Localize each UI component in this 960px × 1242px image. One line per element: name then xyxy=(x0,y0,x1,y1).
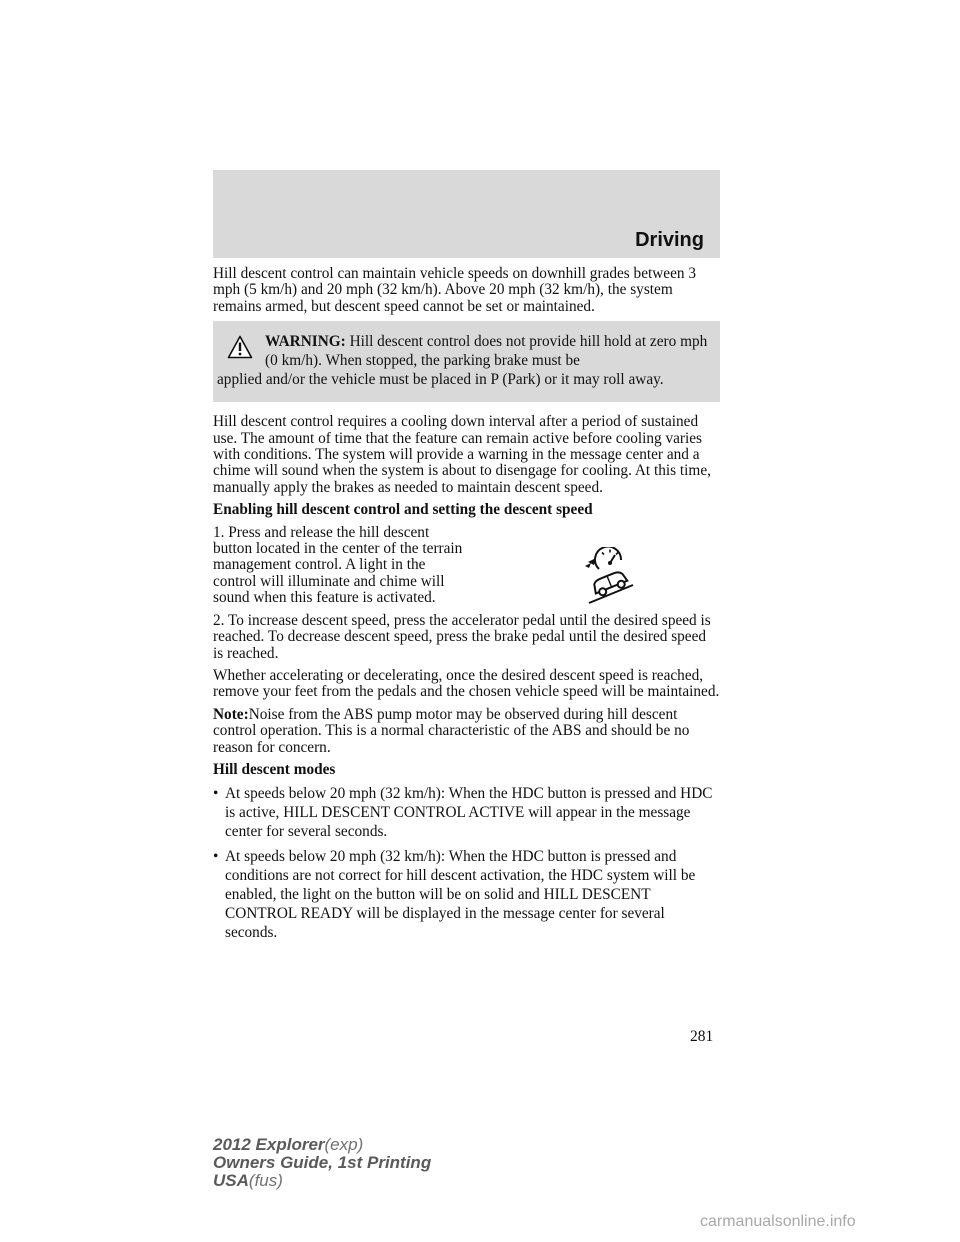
page-number: 281 xyxy=(690,1028,714,1045)
modes-heading: Hill descent modes xyxy=(213,760,336,778)
step2-paragraph: 2. To increase descent speed, press the accelerator pedal until the desired speed is reached. To decrease descent speed, press the brake pedal until the desired speed is reached. xyxy=(213,611,711,662)
note-label: Note: xyxy=(213,705,249,723)
bullet-text: At speeds below 20 mph (32 km/h): When the HDC button is pressed and conditions are not correct for hill descent activation, the HDC system will be enabled, the light on the button will be on solid and HILL DESCENT CONTROL READY will be displayed in the message center for several seconds. xyxy=(225,848,696,942)
note-paragraph xyxy=(213,707,720,756)
footer-model-code: (exp) xyxy=(324,1135,364,1154)
bullet-text: At speeds below 20 mph (32 km/h): When the HDC button is pressed and HDC is active, HILL DESCENT CONTROL ACTIVE will appear in the message center for several seconds. xyxy=(225,785,713,841)
list-item xyxy=(213,847,720,942)
section-title: Driving xyxy=(635,229,704,251)
bullet-icon: • xyxy=(213,785,219,803)
step1-block xyxy=(213,525,720,607)
footer-market: USA xyxy=(213,1171,249,1190)
footer-market-code: (fus) xyxy=(248,1171,283,1190)
step1-paragraph: 1. Press and release the hill descent button located in the center of the terrain management control. A light in the control will illuminate and chime will sound when this feature is activated. xyxy=(213,523,463,607)
intro-paragraph: Hill descent control can maintain vehicle speeds on downhill grades between 3 mph (5 km/h) and 20 mph (32 km/h). Above 20 mph (32 km/h), the system remains armed, but descent speed cannot be set or maintained. xyxy=(213,265,696,315)
warning-text-rest: applied and/or the vehicle must be placed in P (Park) or it may roll away. xyxy=(217,371,664,389)
warning-label: WARNING: xyxy=(265,333,346,351)
bullet-icon: • xyxy=(213,848,219,866)
maintain-paragraph: Whether accelerating or decelerating, once the desired descent speed is reached, remove your feet from the pedals and the chosen vehicle speed will be maintained. xyxy=(213,666,720,701)
footer-model: 2012 Explorer xyxy=(213,1135,325,1154)
warning-text-first: Hill descent control does not provide hill hold at zero mph (0 km/h). When stopped, the parking brake must be xyxy=(265,333,708,370)
footer-edition: Owners Guide, 1st Printing xyxy=(213,1153,432,1172)
watermark-text: carmanualsonline.info xyxy=(700,1213,856,1230)
cooling-paragraph: Hill descent control requires a cooling down interval after a period of sustained use. The amount of time that the feature can remain active before cooling varies with conditions. The system will provide a warning in the message center and a chime will sound when the system is about to disengage for cooling. At this time, manually apply the brakes as needed to maintain descent speed. xyxy=(213,413,711,496)
page-content xyxy=(213,266,720,948)
warning-box xyxy=(213,321,720,402)
note-text: Noise from the ABS pump motor may be observed during hill descent control operation. This is a normal characteristic of the ABS and should be no reason for concern. xyxy=(213,705,690,756)
section-header-bar xyxy=(213,170,720,258)
hill-descent-control-icon xyxy=(563,547,635,607)
list-item xyxy=(213,784,720,841)
warning-triangle-icon xyxy=(227,335,253,359)
enabling-heading: Enabling hill descent control and setting the descent speed xyxy=(213,501,593,519)
footer-imprint xyxy=(213,1136,431,1190)
